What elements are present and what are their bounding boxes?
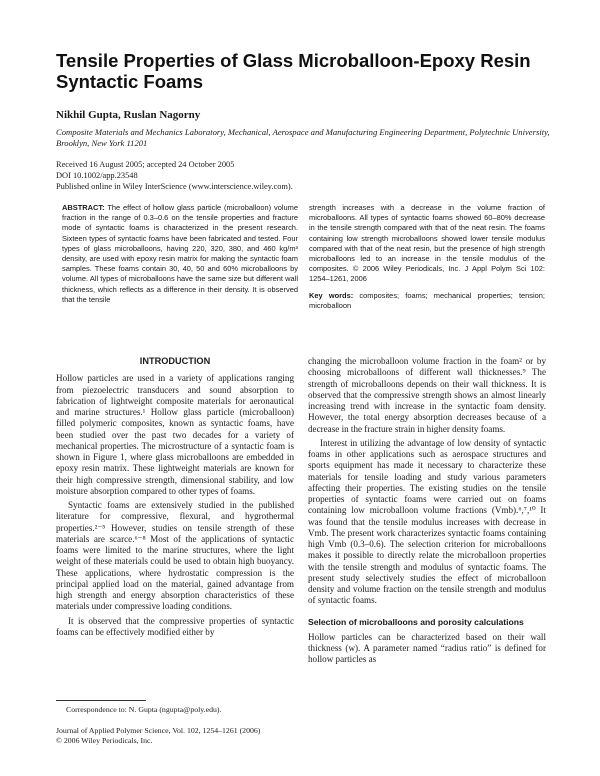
article-authors: Nikhil Gupta, Ruslan Nagorny: [56, 109, 201, 121]
body-right-column: [308, 356, 546, 665]
article-title: Tensile Properties of Glass Microballoon-Epoxy Resin Syntactic Foams: [56, 50, 531, 92]
intro-paragraph-1: Hollow particles are used in a variety of applications ranging from piezoelectric transducers and sound absorption to fabrication of lightweight composite materials for aeronautical and marine structures.¹ Hollow glass particle (microballoon) filled polymeric composites, known as syntactic foams, have been studied over the past two decades for a variety of mechanical properties. The microstructure of a syntactic foam is shown in Figure 1, where glass microballoons are embedded in epoxy resin matrix. These lightweight materials are known for their high compressive strength, dimensional stability, and low moisture absorption compared to other types of foams.: [56, 373, 294, 496]
section-subheading: Selection of microballoons and porosity calculations: [308, 616, 524, 627]
right-paragraph-1: changing the microballoon volume fraction in the foam² or by choosing microballoons of different wall thicknesses.⁹ The strength of microballoons depends on their wall thickness. It is observed that the compressive strength shows an almost linearly increasing trend with increase in the syntactic foam density. However, the total energy absorption decreases because of a decrease in the fracture strain in higher density foams.: [308, 356, 546, 434]
abstract-right-column: [309, 203, 545, 311]
abstract-left-column: [62, 203, 298, 305]
intro-paragraph-2: Syntactic foams are extensively studied in the published literature for compressive, flexural, and hygrothermal properties.²⁻⁵ However, studies on tensile strength of these materials are scarce.⁶⁻⁸ Most of the applications of syntactic foams were limited to the marine structures, where the light weight of these materials could be used to obtain high buoyancy. These applications, where hydrostatic compression is the principal applied load on the material, gained advantage from high strength and energy absorption characteristics of these materials under compressive loading conditions.: [56, 500, 294, 612]
published-online: Published online in Wiley InterScience (www.interscience.wiley.com).: [56, 181, 293, 191]
right-paragraph-2: Interest in utilizing the advantage of low density of syntactic foams in other applications such as aerospace structures and sports equipment has made it necessary to characterize these materials for tensile loading and study various parameters affecting their properties. The existing studies on the tensile properties of syntactic foams were carried out on foams containing low microballoon volume fractions (Vmb).⁶,⁷,¹⁰ It was found that the tensile modulus increases with decrease in Vmb. The present work characterizes syntactic foams containing high Vmb (0.3–0.6). The selection criterion for microballoons makes it possible to directly relate the microballoon properties with the tensile strength and modulus of syntactic foams. The present study selectively studies the effect of microballoon density and volume fraction on the tensile strength and modulus of syntactic foams.: [308, 437, 546, 606]
keywords-label: Key words:: [309, 290, 354, 300]
keywords: [309, 291, 545, 311]
abstract-text: [62, 203, 298, 305]
abstract-right-text: strength increases with a decrease in the volume fraction of microballoons. All types of syntactic foams showed 60–80% decrease in the tensile strength compared with that of the neat resin. The foams containing low strength microballoons showed lower tensile modulus compared with that of the neat resin, but the presence of high strength microballoons led to an increase in the tensile modulus of the composites. © 2006 Wiley Periodicals, Inc. J Appl Polym Sci 102: 1254–1261, 2006: [309, 203, 545, 284]
journal-footer: [56, 726, 260, 746]
keywords-text: composites; foams; mechanical properties; tension; microballoon: [309, 290, 545, 310]
received-date: Received 16 August 2005; accepted 24 October 2005: [56, 160, 235, 169]
correspondence-footnote: Correspondence to: N. Gupta (ngupta@poly.edu).: [66, 705, 222, 714]
author-affiliation: Composite Materials and Mechanics Laboratory, Mechanical, Aerospace and Manufacturing Engineering Department, Polytechnic University, Brooklyn, New York 11201: [56, 127, 550, 148]
abstract-label: ABSTRACT:: [62, 203, 105, 212]
introduction-heading: INTRODUCTION: [139, 356, 211, 366]
journal-citation: Journal of Applied Polymer Science, Vol. 102, 1254–1261 (2006): [56, 726, 261, 735]
copyright-notice: © 2006 Wiley Periodicals, Inc.: [56, 736, 153, 745]
doi: DOI 10.1002/app.23548: [56, 170, 138, 180]
intro-paragraph-3: It is observed that the compressive properties of syntactic foams can be effectively modified either by: [56, 615, 294, 637]
footnote-divider: [56, 700, 146, 701]
publication-history: [56, 160, 293, 192]
right-paragraph-3: Hollow particles can be characterized based on their wall thickness (w). A parameter named “radius ratio” is defined for hollow particles as: [308, 631, 546, 664]
body-left-column: [56, 356, 294, 638]
abstract-left-text: The effect of hollow glass particle (microballoon) volume fraction in the range of 0.3–0.6 on the tensile properties and fracture mode of syntactic foams is characterized in the present research. Sixteen types of syntactic foams have been fabricated and tested. Four types of glass microballoons, having 220, 320, 380, and 460 kg/m³ density, are used with epoxy resin matrix for making the syntactic foam samples. These foams contain 30, 40, 50 and 60% microballoons by volume. All types of microballoons have the same size but different wall thickness, which reflects as a difference in their density. It is observed that the tensile: [62, 203, 299, 304]
